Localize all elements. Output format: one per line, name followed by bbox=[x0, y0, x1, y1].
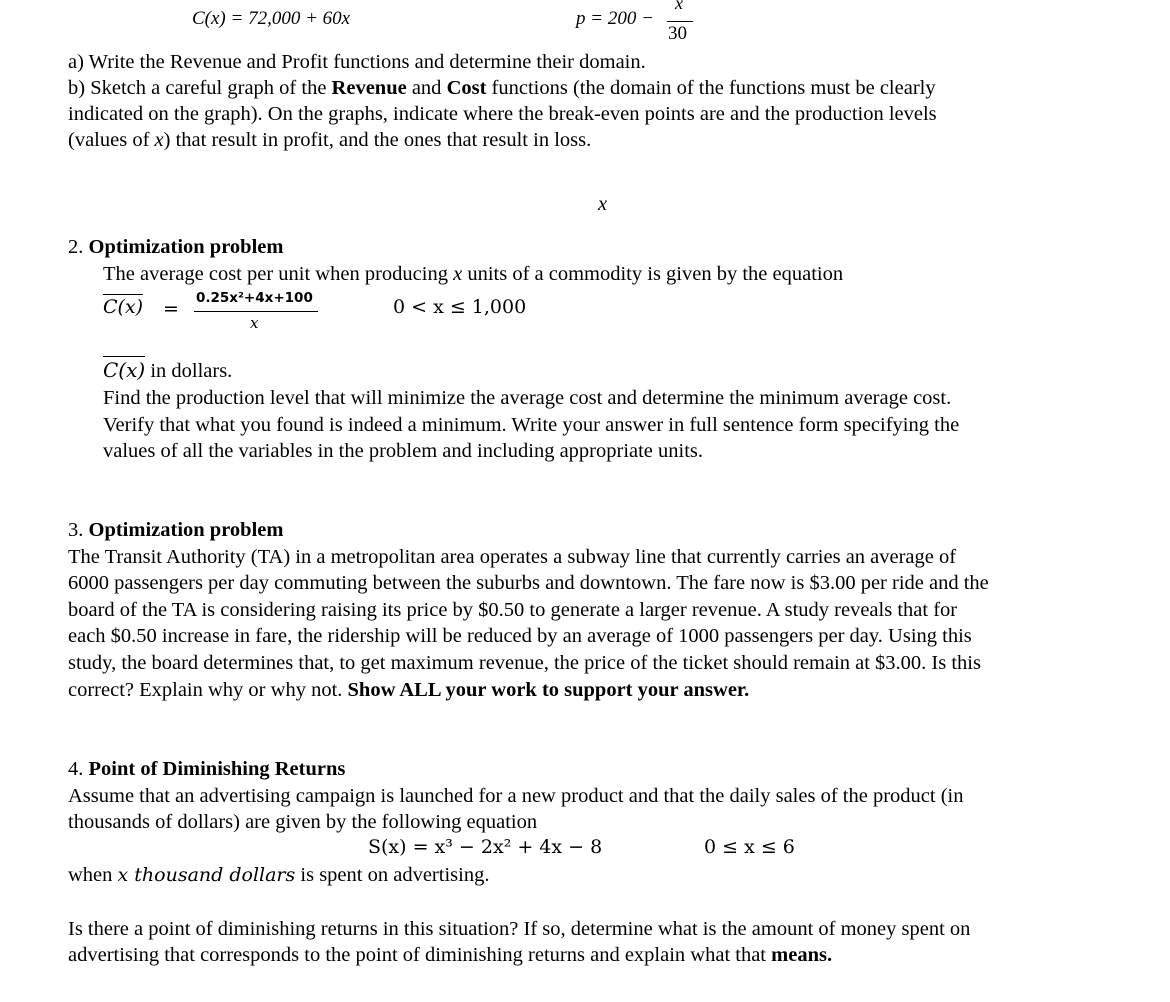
problem3-heading: 3. Optimization problem bbox=[68, 519, 284, 541]
problem4-heading: 4. Point of Diminishing Returns bbox=[68, 758, 346, 780]
problem1-line2: indicated on the graph). On the graphs, indicate where the break-even points are and the production levels bbox=[68, 103, 937, 125]
problem4-question-line1: Is there a point of diminishing returns in this situation? If so, determine what is the amount of money spent on bbox=[68, 918, 971, 940]
cost-equation: C(x) = 72,000 + 60x bbox=[192, 8, 351, 29]
problem2-intro: The average cost per unit when producing x units of a commodity is given by the equation bbox=[103, 263, 844, 285]
problem3-line: board of the TA is considering raising its price by $0.50 to generate a larger revenue. A study reveals that for bbox=[68, 599, 958, 621]
average-cost-denominator: x bbox=[250, 314, 259, 332]
problem2-units: C(x) in dollars. bbox=[103, 358, 233, 382]
stray-x-variable: x bbox=[598, 193, 608, 215]
sales-equation: S(x) = x³ − 2x² + 4x − 8 bbox=[368, 836, 603, 858]
problem2-line1: Find the production level that will minimize the average cost and determine the minimum average cost. bbox=[103, 387, 952, 409]
problem2-heading: 2. Optimization problem bbox=[68, 236, 284, 258]
average-cost-equals: = bbox=[163, 298, 179, 320]
problem1-line3: (values of x) that result in profit, and the ones that result in loss. bbox=[68, 129, 592, 151]
problem2-line2: Verify that what you found is indeed a minimum. Write your answer in full sentence form specifying the bbox=[103, 414, 960, 436]
price-fraction-denominator: 30 bbox=[668, 23, 687, 44]
problem4-when: when x thousand dollars is spent on advertising. bbox=[68, 864, 490, 886]
average-cost-fraction-bar bbox=[194, 311, 318, 312]
average-cost-lhs: C(x) bbox=[103, 296, 144, 318]
problem3-last-line: correct? Explain why or why not. Show ALL your work to support your answer. bbox=[68, 679, 750, 701]
price-equation-lhs: p = 200 − bbox=[576, 8, 654, 29]
problem1-part-a: a) Write the Revenue and Profit functions and determine their domain. bbox=[68, 51, 646, 73]
average-cost-domain: 0 < x ≤ 1,000 bbox=[393, 296, 527, 318]
problem3-line: 6000 passengers per day commuting between the suburbs and downtown. The fare now is $3.00 per ride and the bbox=[68, 572, 989, 594]
sales-domain: 0 ≤ x ≤ 6 bbox=[704, 836, 795, 858]
problem3-line: The Transit Authority (TA) in a metropolitan area operates a subway line that currently carries an average of bbox=[68, 546, 957, 568]
problem4-line2: thousands of dollars) are given by the following equation bbox=[68, 811, 538, 833]
problem3-line: study, the board determines that, to get maximum revenue, the price of the ticket should remain at $3.00. Is this bbox=[68, 652, 981, 674]
price-fraction-numerator: x bbox=[675, 0, 683, 13]
problem4-question-line2: advertising that corresponds to the point of diminishing returns and explain what that means. bbox=[68, 944, 833, 966]
problem2-line3: values of all the variables in the problem and including appropriate units. bbox=[103, 440, 704, 462]
problem1-part-b: b) Sketch a careful graph of the Revenue and Cost functions (the domain of the functions must be clearly bbox=[68, 77, 936, 99]
problem3-line: each $0.50 increase in fare, the ridership will be reduced by an average of 1000 passengers per day. Using this bbox=[68, 625, 972, 647]
average-cost-numerator: 0.25x²+4x+100 bbox=[196, 290, 313, 306]
problem4-line1: Assume that an advertising campaign is launched for a new product and that the daily sales of the product (in bbox=[68, 785, 964, 807]
